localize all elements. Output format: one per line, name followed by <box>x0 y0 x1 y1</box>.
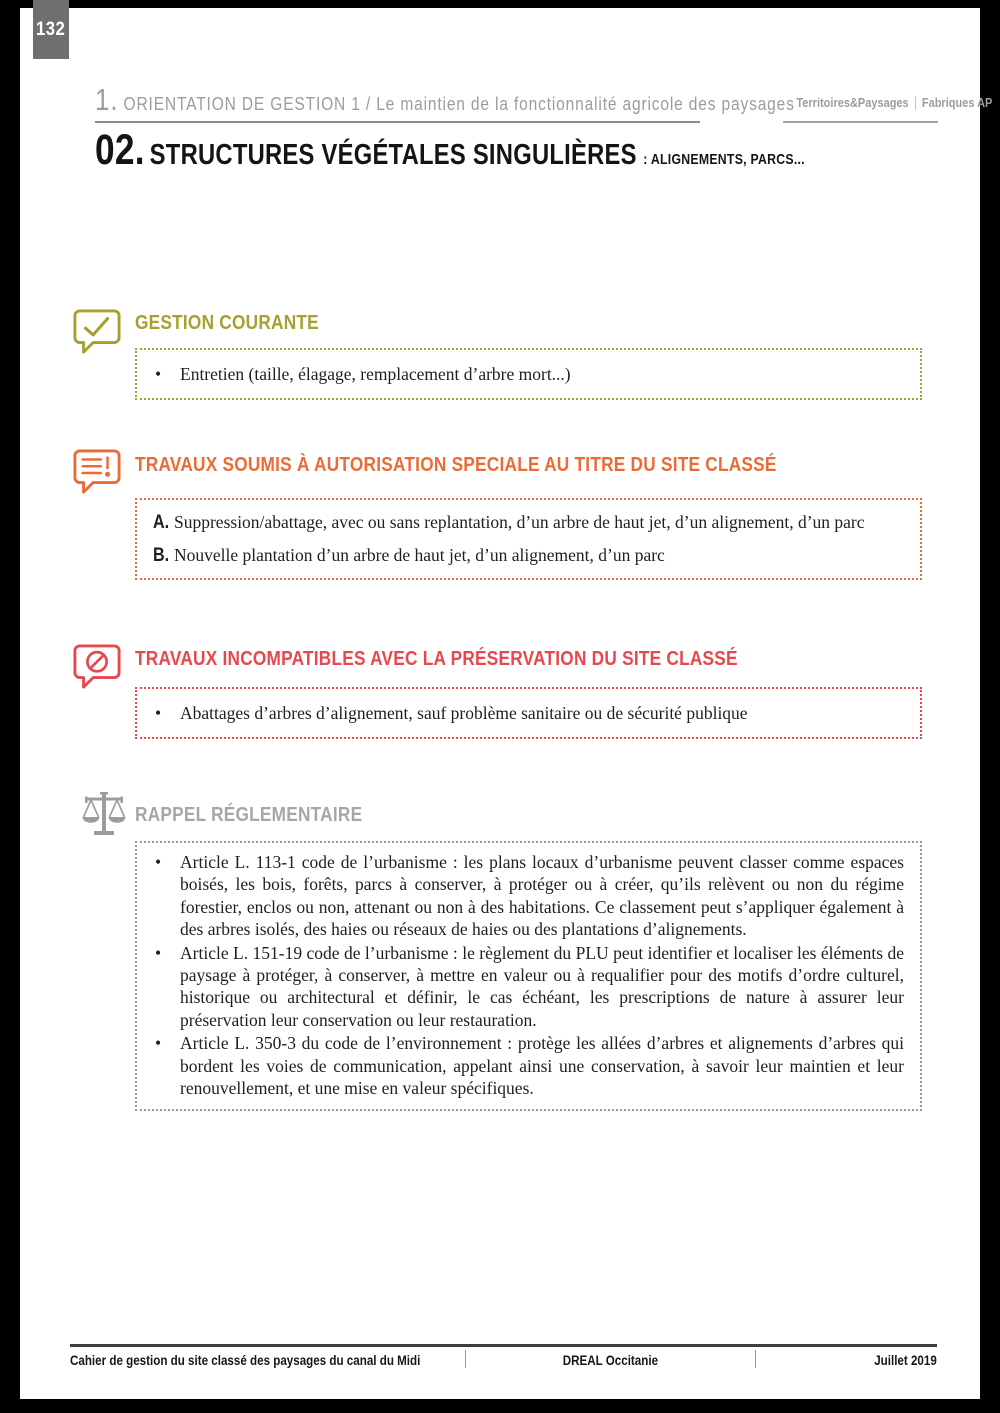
item-label: B. <box>153 545 170 566</box>
rappel-reglementaire-box <box>135 841 922 1111</box>
chapter-title: ORIENTATION DE GESTION 1 / Le maintien de la fonctionnalité agricole des paysages <box>118 93 795 114</box>
check-bubble-icon <box>72 308 122 356</box>
list-item: • Article L. 113-1 code de l’urbanisme : les plans locaux d’urbanisme peuvent classer comme espaces boisés, les bois, forêts, parcs à conserver, à protéger ou à créer, qu’ils relèvent ou non du régime forestier, enclos ou non, attenant ou non à des habitations. Ce classement peut s’appliquer également à des arbres isolés, des haies ou réseaux de haies ou des plantations d’alignements. <box>153 851 904 941</box>
list-item <box>153 506 904 539</box>
title-number: 02. <box>95 126 145 174</box>
section-heading-travaux-incompatibles: TRAVAUX INCOMPATIBLES AVEC LA PRÉSERVATION DU SITE CLASSÉ <box>135 647 738 670</box>
footer-document-title: Cahier de gestion du site classé des paysages du canal du Midi <box>70 1353 421 1368</box>
page-number: 132 <box>36 18 66 40</box>
chapter-number: 1. <box>95 82 119 117</box>
travaux-soumis-box <box>135 498 922 580</box>
footer <box>70 1350 937 1368</box>
list-item: • Article L. 350-3 du code de l’environnement : protège les allées d’arbres et alignements d’arbres qui bordent les voies de communication, appelant ainsi une conservation, à savoir leur maintien et leur renouvellement, et une mise en valeur spécifiques. <box>153 1032 904 1099</box>
brand-header <box>783 94 993 123</box>
brand-right: Fabriques AP <box>921 96 993 110</box>
section-heading-gestion-courante: GESTION COURANTE <box>135 311 319 334</box>
prohibition-bubble-icon <box>72 643 122 691</box>
gestion-courante-box <box>135 348 922 400</box>
scales-icon <box>78 790 130 840</box>
footer-organisation: DREAL Occitanie <box>465 1350 755 1368</box>
chapter-header <box>95 82 795 123</box>
item-text: Suppression/abattage, avec ou sans replantation, d’un arbre de haut jet, d’un alignement, d’un parc <box>174 512 865 532</box>
list-item <box>153 539 904 572</box>
footer-rule <box>70 1344 937 1347</box>
title-subtitle: ALIGNEMENTS, PARCS... <box>650 151 805 168</box>
alert-list-bubble-icon <box>72 448 122 496</box>
list-item: • Article L. 151-19 code de l’urbanisme : le règlement du PLU peut identifier et localiser les éléments de paysage à protéger, à conserver, à mettre en valeur ou à requalifier pour des motifs d’ordre culturel, historique ou architectural et définir, le cas échéant, les prescriptions de nature à assurer leur préservation leur conservation ou leur restauration. <box>153 942 904 1032</box>
title-separator: : <box>643 151 648 168</box>
page-title <box>95 126 961 175</box>
page-number-badge <box>33 0 69 59</box>
section-heading-travaux-soumis: TRAVAUX SOUMIS À AUTORISATION SPECIALE AU TITRE DU SITE CLASSÉ <box>135 453 777 476</box>
title-main: STRUCTURES VÉGÉTALES SINGULIÈRES <box>149 139 637 171</box>
footer-date: Juillet 2019 <box>755 1350 937 1368</box>
list-item: • Entretien (taille, élagage, remplacement d’arbre mort...) <box>153 362 904 386</box>
brand-left: Territoires&Paysages <box>796 96 909 110</box>
brand-divider <box>915 96 916 110</box>
list-item: • Abattages d’arbres d’alignement, sauf problème sanitaire ou de sécurité publique <box>153 701 904 725</box>
section-heading-rappel-reglementaire: RAPPEL RÉGLEMENTAIRE <box>135 803 363 826</box>
travaux-incompatibles-box <box>135 687 922 739</box>
item-label: A. <box>153 512 170 533</box>
item-text: Nouvelle plantation d’un arbre de haut jet, d’un alignement, d’un parc <box>174 545 665 565</box>
